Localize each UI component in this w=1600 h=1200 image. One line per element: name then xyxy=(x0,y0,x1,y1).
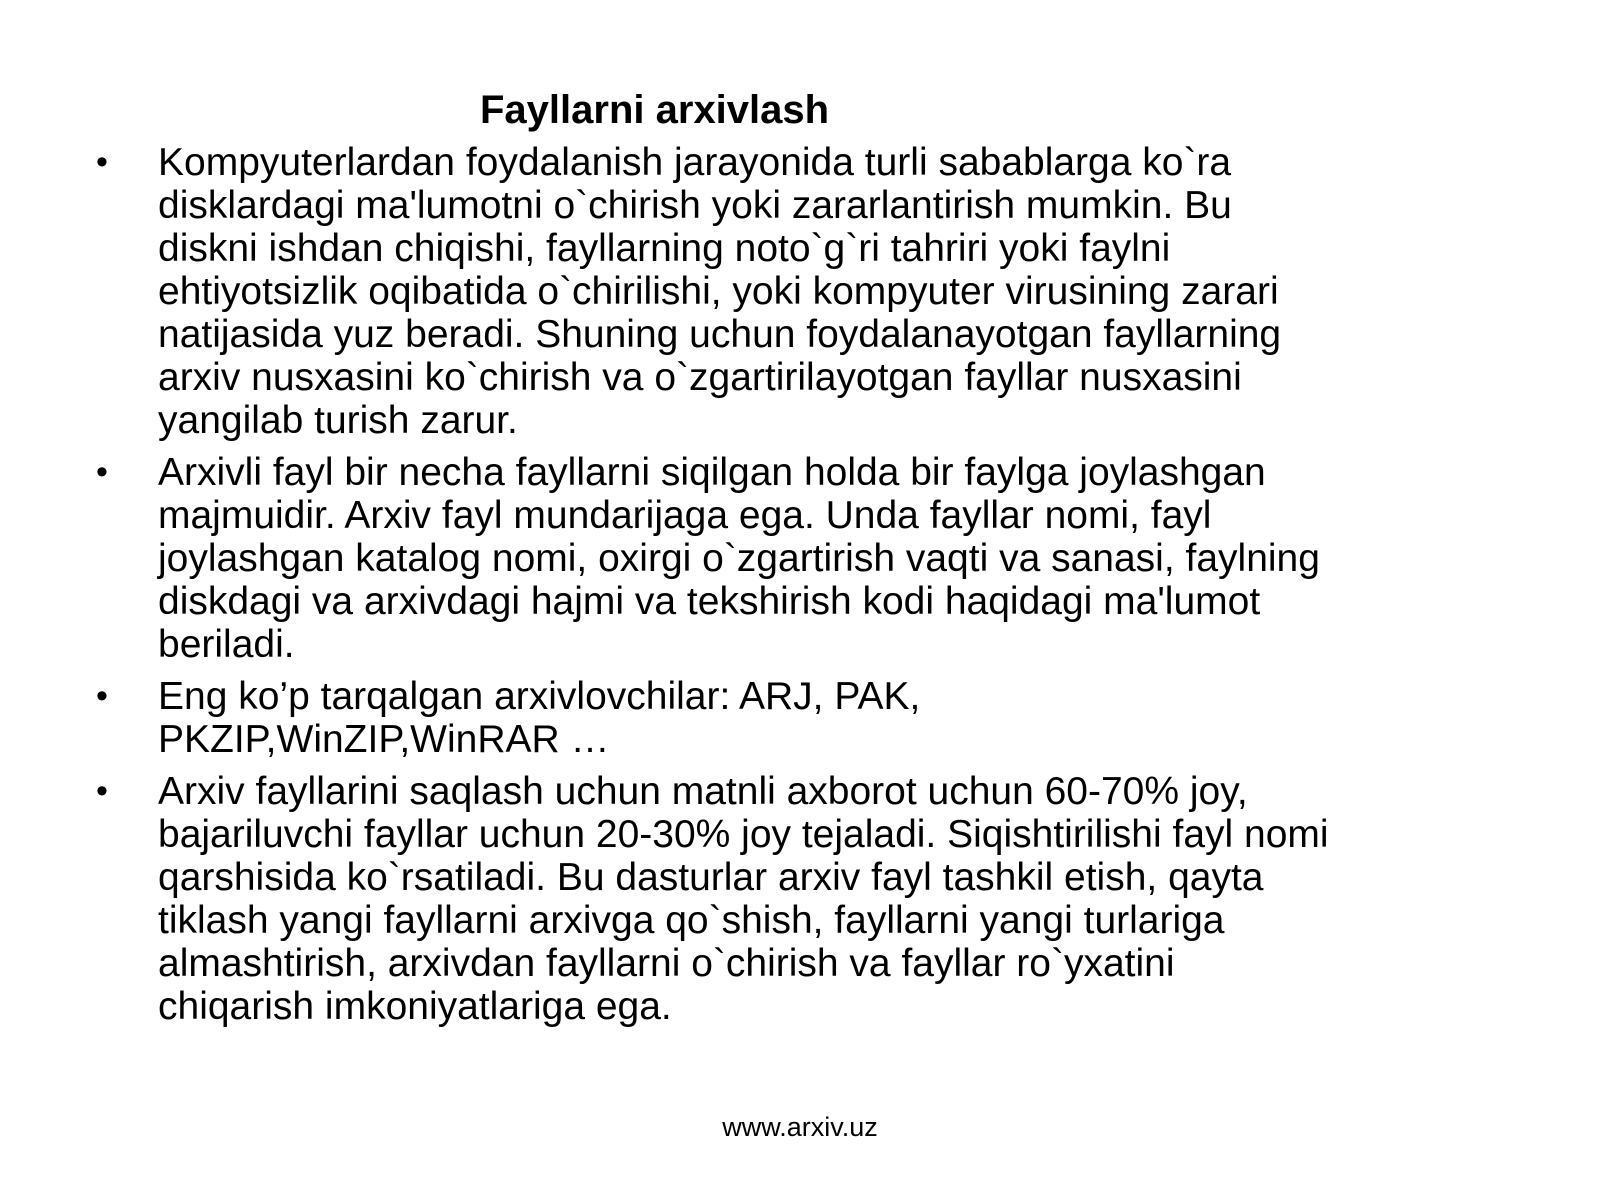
bullet-icon: • xyxy=(96,772,108,810)
bullet-list xyxy=(96,141,1536,1037)
bullet-item xyxy=(96,451,1536,666)
bullet-icon: • xyxy=(96,143,108,181)
footer-url: www.arxiv.uz xyxy=(722,1112,878,1142)
bullet-item xyxy=(96,770,1536,1028)
bullet-text: Eng ko’p tarqalgan arxivlovchilar: ARJ, PAK, PKZIP,WinZIP,WinRAR … xyxy=(158,675,921,761)
bullet-item xyxy=(96,675,1536,761)
bullet-text: Arxiv fayllarini saqlash uchun matnli axborot uchun 60-70% joy, bajariluvchi fayllar uchun 20-30% joy tejaladi. Siqishtirilishi fayl nomi qarshisida ko`rsatiladi. Bu dasturlar arxiv fayl tashkil etish, qayta tiklash yangi fayllarni arxivga qo`shish, fayllarni yangi turlariga almashtirish, arxivdan fayllarni o`chirish va fayllar ro`yxatini chiqarish imkoniyatlariga ega. xyxy=(158,770,1329,1028)
bullet-text: Kompyuterlardan foydalanish jarayonida turli sabablarga ko`ra disklardagi ma'lumotni o`chirish yoki zararlantirish mumkin. Bu diskni ishdan chiqishi, fayllarning noto`g`ri tahriri yoki faylni ehtiyotsizlik oqibatida o`chirilishi, yoki kompyuter virusining zarari natijasida yuz beradi. Shuning uchun foydalanayotgan fayllarning arxiv nusxasini ko`chirish va o`zgartirilayotgan fayllar nusxasini yangilab turish zarur. xyxy=(158,141,1282,442)
bullet-text: Arxivli fayl bir necha fayllarni siqilgan holda bir faylga joylashgan majmuidir. Arxiv fayl mundarijaga ega. Unda fayllar nomi, fayl joylashgan katalog nomi, oxirgi o`zgartirish vaqti va sanasi, faylning diskdagi va arxivdagi hajmi va tekshirish kodi haqidagi ma'lumot beriladi. xyxy=(158,451,1320,666)
bullet-icon: • xyxy=(96,453,108,491)
slide-title: Fayllarni arxivlash xyxy=(480,88,830,132)
bullet-item xyxy=(96,141,1536,442)
bullet-icon: • xyxy=(96,677,108,715)
